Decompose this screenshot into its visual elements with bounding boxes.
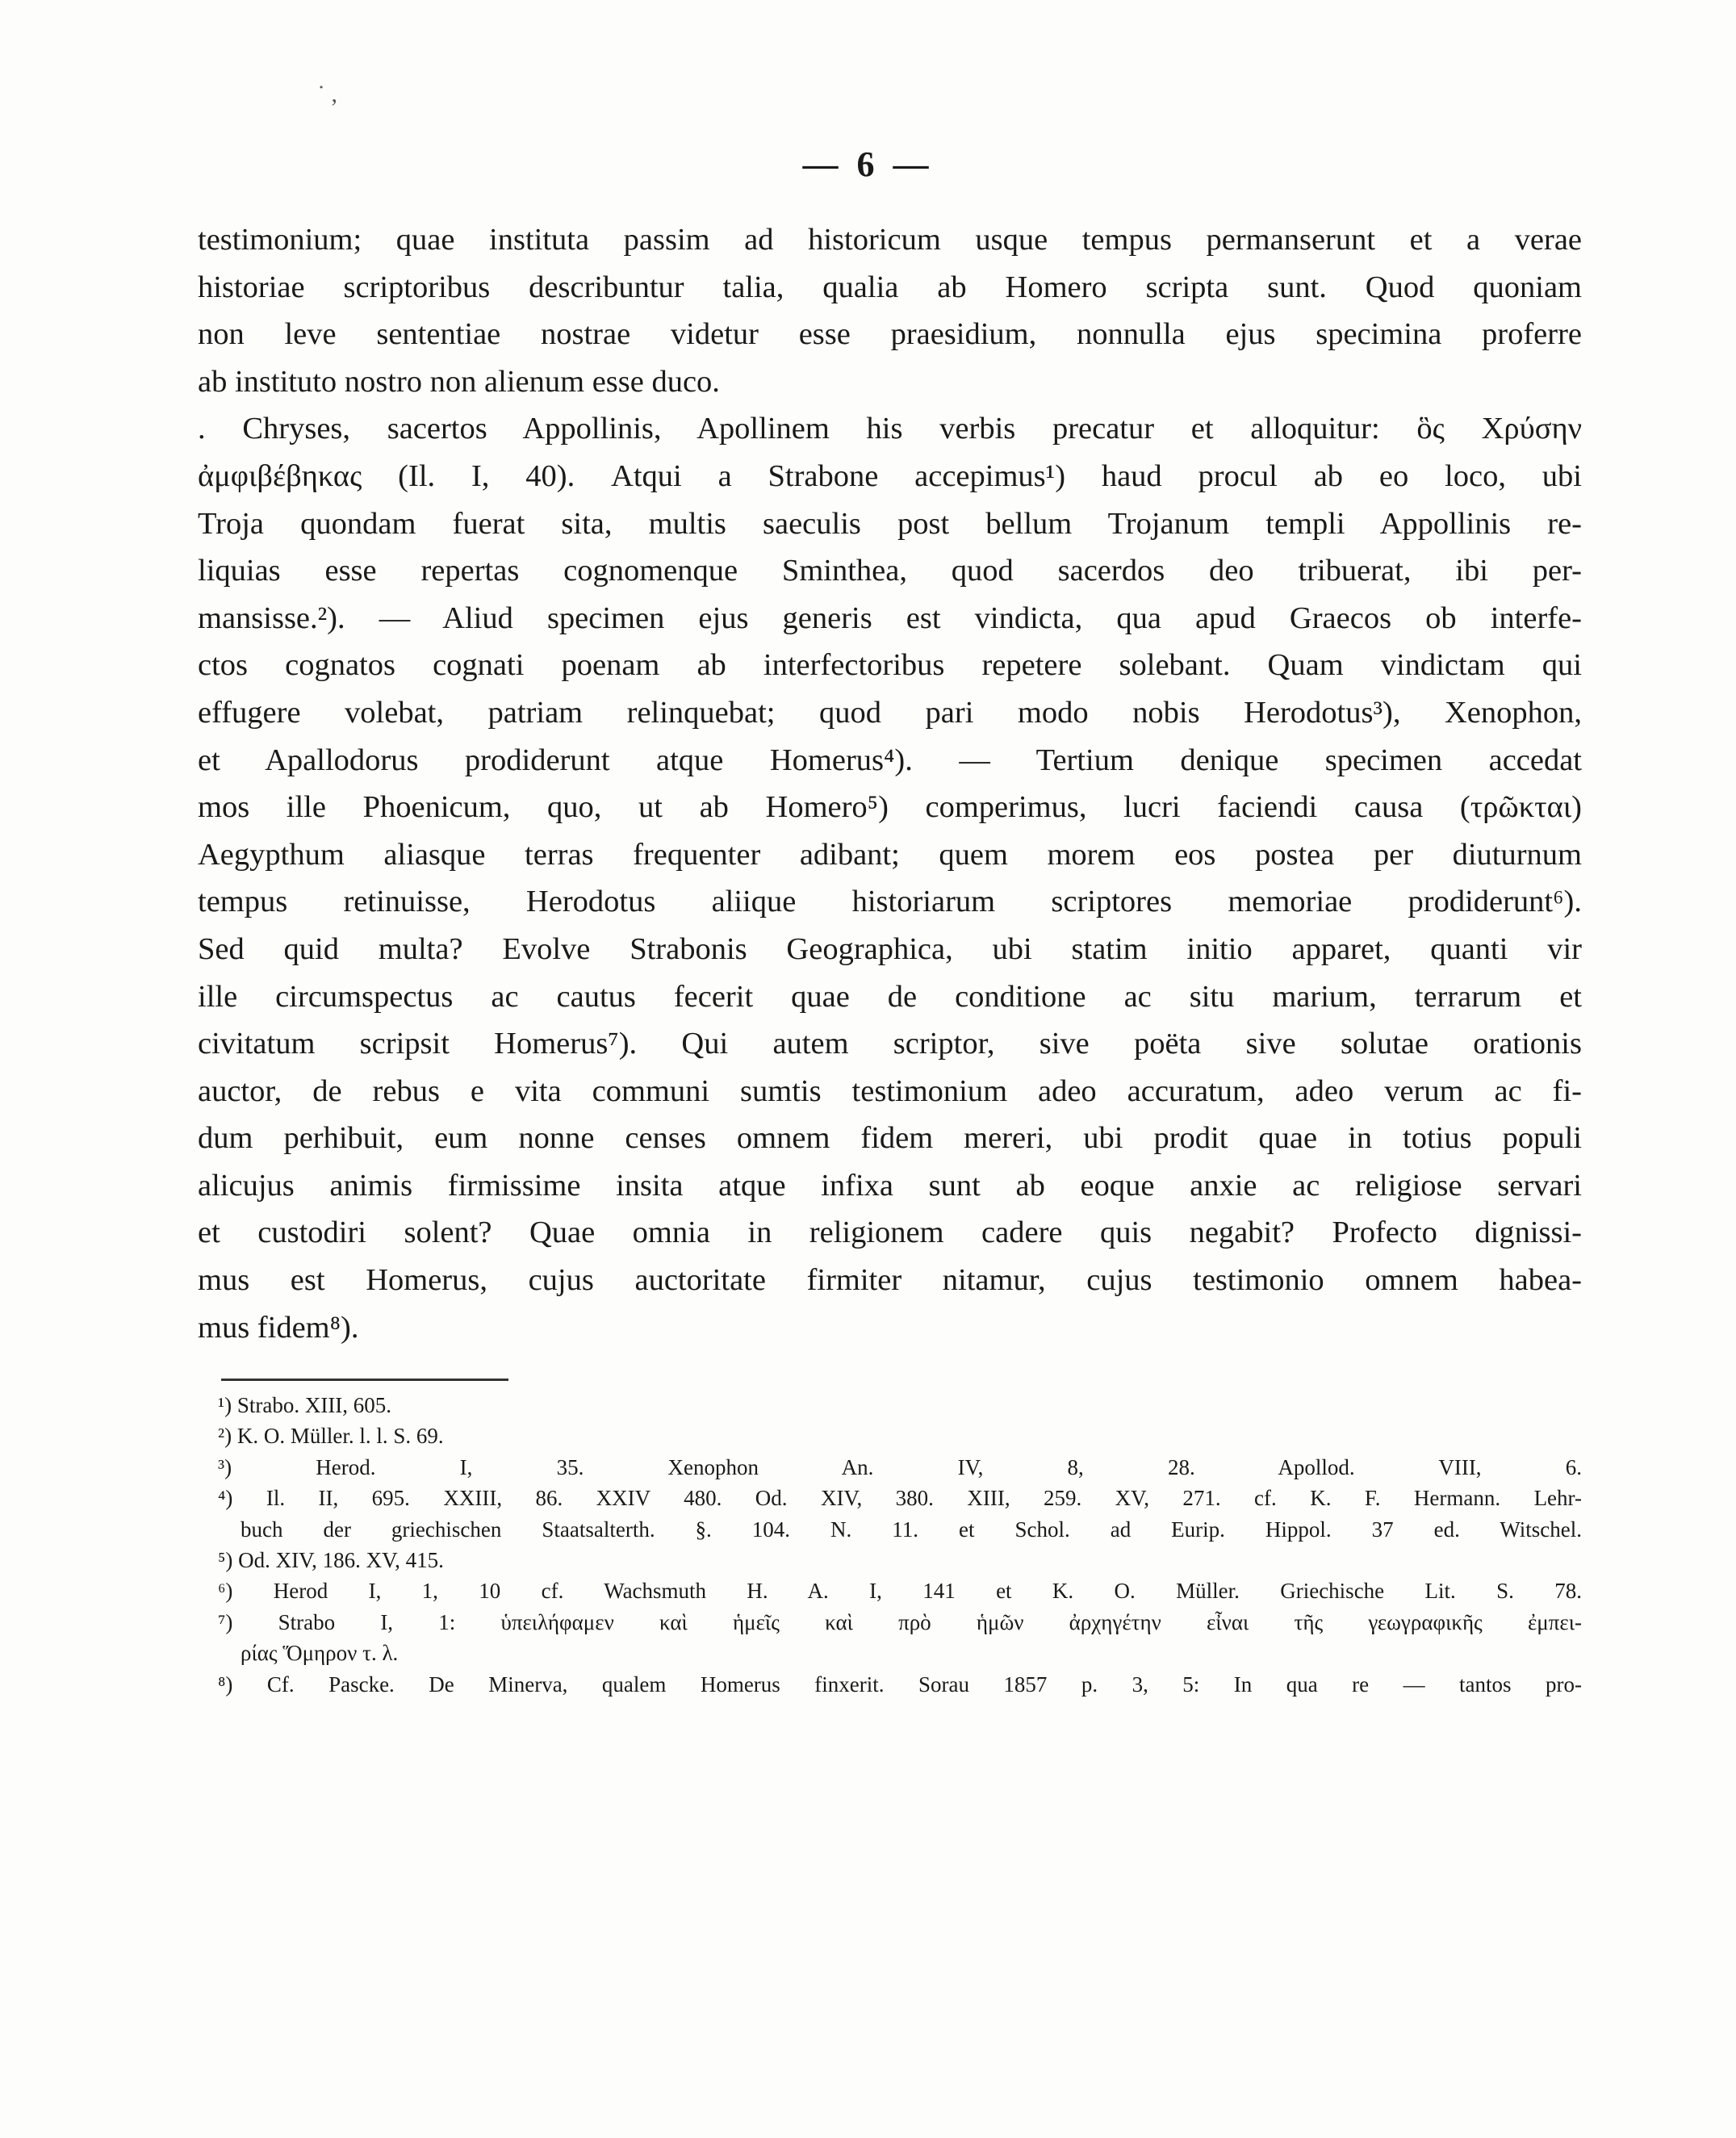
text-line: Aegypthum aliasque terras frequenter adibant; quem morem eos postea per diuturnum — [198, 837, 1582, 872]
footnote-line: ¹) Strabo. XIII, 605. — [218, 1393, 392, 1417]
text-line: liquias esse repertas cognomenque Sminthea, quod sacerdos deo tribuerat, ibi per- — [198, 554, 1582, 588]
text-line: Sed quid multa? Evolve Strabonis Geographica, ubi statim initio apparet, quanti vir — [198, 931, 1582, 966]
text-line: effugere volebat, patriam relinquebat; quod pari modo nobis Herodotus³), Xenophon, — [198, 695, 1582, 730]
text-line: auctor, de rebus e vita communi sumtis testimonium adeo accuratum, adeo verum ac fi- — [198, 1073, 1582, 1108]
text-line: alicujus animis firmissime insita atque infixa sunt ab eoque anxie ac religiose servari — [198, 1168, 1582, 1203]
footnote-separator — [221, 1379, 508, 1381]
stray-ink-mark: ˙ , — [317, 81, 337, 107]
text-line: ille circumspectus ac cautus fecerit quae de conditione ac situ marium, terrarum et — [198, 979, 1582, 1014]
footnote-line: ³) Herod. I, 35. Xenophon An. IV, 8, 28. Apollod. VIII, 6. — [218, 1454, 1582, 1479]
footnote-line: ⁸) Cf. Pascke. De Minerva, qualem Homerus finxerit. Sorau 1857 p. 3, 5: In qua re — tantos pro- — [218, 1671, 1582, 1697]
main-text-block — [198, 216, 1582, 1351]
text-line: historiae scriptoribus describuntur talia, qualia ab Homero scripta sunt. Quod quoniam — [198, 270, 1582, 304]
footnote-line: ⁷) Strabo I, 1: ὑπειλήφαμεν καὶ ἡμεῖς καὶ πρὸ ἡμῶν ἀρχηγέτην εἶναι τῆς γεωγραφικῆς ἐμπει- — [218, 1609, 1582, 1634]
footnote-line: ρίας Ὅμηρον τ. λ. — [241, 1641, 399, 1666]
text-line: non leve sententiae nostrae videtur esse praesidium, nonnulla ejus specimina proferre — [198, 317, 1582, 352]
footnote-line: ²) K. O. Müller. l. l. S. 69. — [218, 1424, 444, 1449]
footnote-line: buch der griechischen Staatsalterth. §. 104. N. 11. et Schol. ad Eurip. Hippol. 37 ed. Witschel. — [241, 1517, 1582, 1542]
text-line: dum perhibuit, eum nonne censes omnem fidem mereri, ubi prodit quae in totius populi — [198, 1121, 1582, 1156]
text-line: tempus retinuisse, Herodotus aliique historiarum scriptores memoriae prodiderunt⁶). — [198, 885, 1582, 919]
text-line: . Chryses, sacertos Appollinis, Apollinem his verbis precatur et alloquitur: ὃς Χρύσην — [198, 412, 1582, 446]
text-line: ctos cognatos cognati poenam ab interfectoribus repetere solebant. Quam vindictam qui — [198, 648, 1582, 683]
text-line: Troja quondam fuerat sita, multis saeculis post bellum Trojanum templi Appollinis re- — [198, 506, 1582, 541]
text-line: mus est Homerus, cujus auctoritate firmiter nitamur, cujus testimonio omnem habea- — [198, 1263, 1582, 1298]
text-line: mus fidem⁸). — [198, 1310, 359, 1345]
footnotes-block — [218, 1390, 1582, 1700]
footnote-line: ⁴) Il. II, 695. XXIII, 86. XXIV 480. Od. XIV, 380. XIII, 259. XV, 271. cf. K. F. Hermann. Lehr- — [218, 1486, 1582, 1511]
text-line: testimonium; quae instituta passim ad historicum usque tempus permanserunt et a verae — [198, 223, 1582, 257]
text-line: ἀμφιβέβηκας (Il. I, 40). Atqui a Strabone accepimus¹) haud procul ab eo loco, ubi — [198, 458, 1582, 493]
text-line: et custodiri solent? Quae omnia in religionem cadere quis negabit? Profecto dignissi- — [198, 1215, 1582, 1250]
footnote-line: ⁶) Herod I, 1, 10 cf. Wachsmuth H. A. I, 141 et K. O. Müller. Griechische Lit. S. 78. — [218, 1579, 1582, 1604]
footnote-line: ⁵) Od. XIV, 186. XV, 415. — [218, 1547, 444, 1572]
text-line: mos ille Phoenicum, quo, ut ab Homero⁵) comperimus, lucri faciendi causa (τρῶκται) — [198, 790, 1582, 825]
text-line: ab instituto nostro non alienum esse duco. — [198, 364, 720, 399]
page-number: — 6 — — [802, 144, 934, 184]
text-line: mansisse.²). — Aliud specimen ejus generis est vindicta, qua apud Graecos ob interfe- — [198, 600, 1582, 635]
text-line: et Apallodorus prodiderunt atque Homerus⁴). — Tertium denique specimen accedat — [198, 743, 1582, 777]
text-line: civitatum scripsit Homerus⁷). Qui autem scriptor, sive poëta sive solutae orationis — [198, 1027, 1582, 1061]
